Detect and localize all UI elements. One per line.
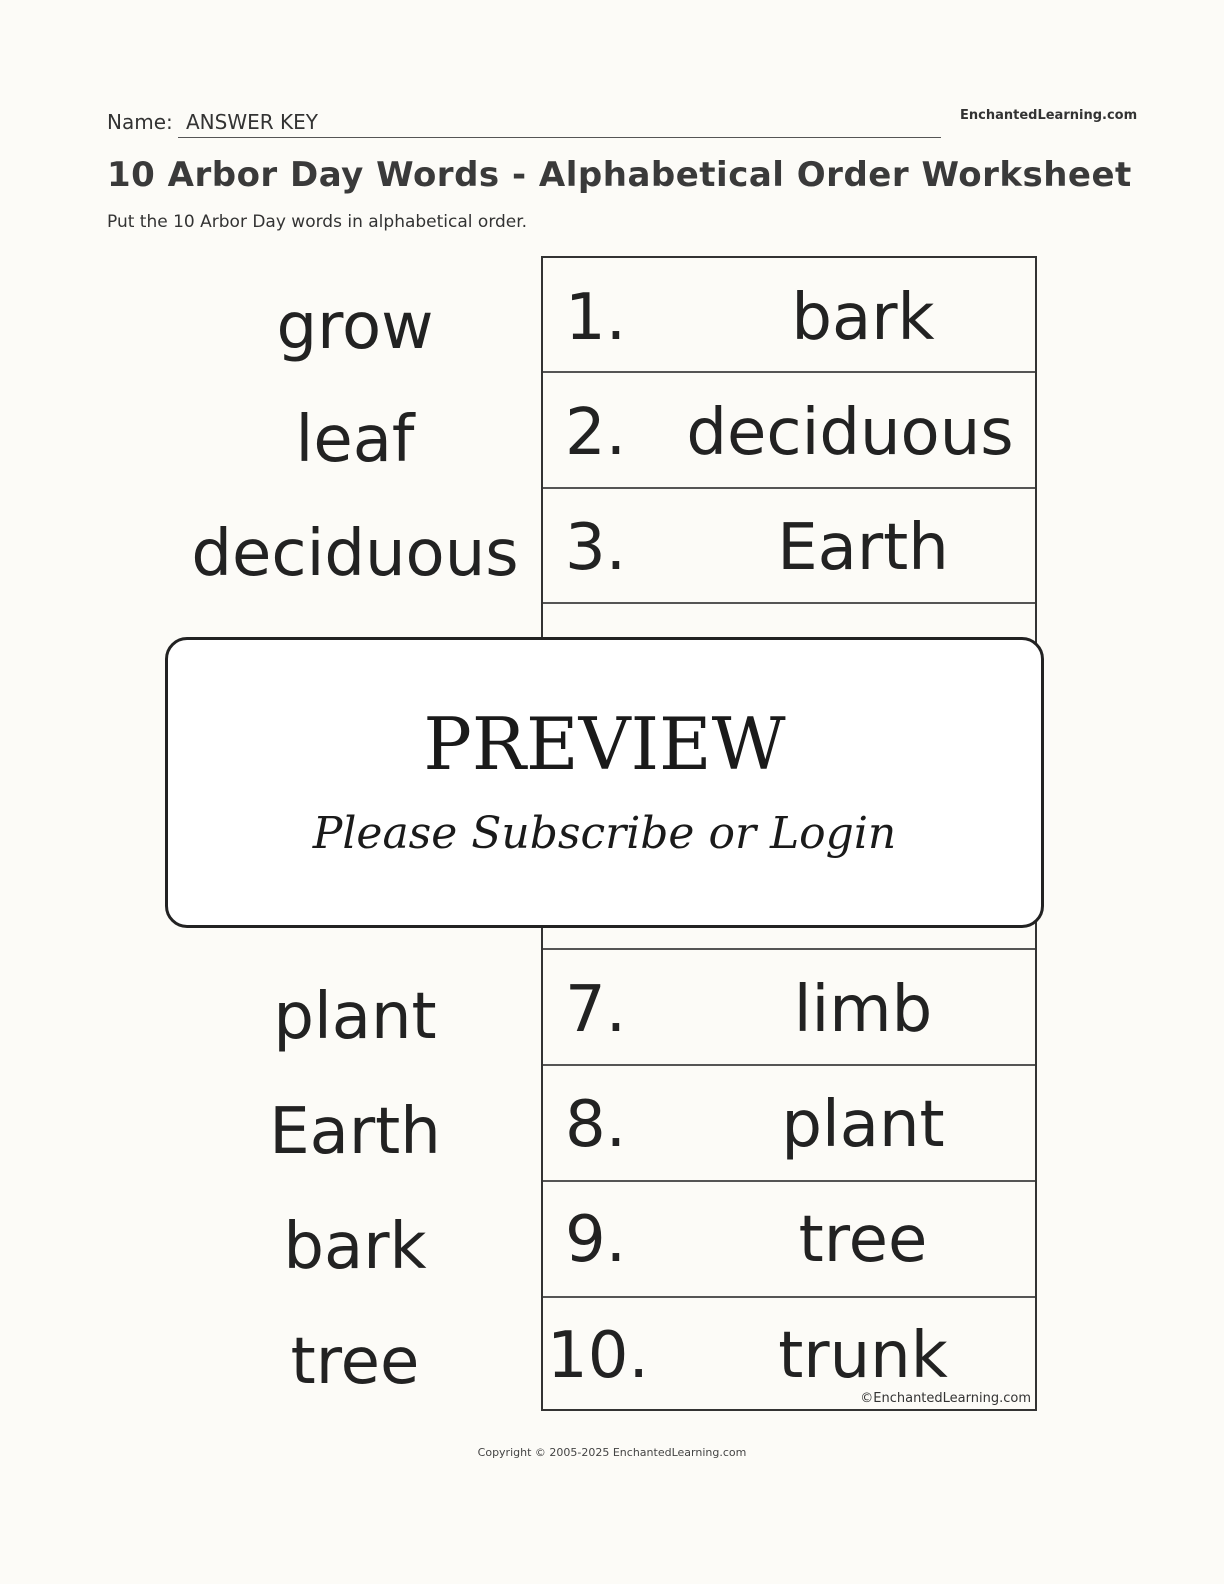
answer-number: 1.: [565, 281, 627, 355]
answer-word: deciduous: [686, 396, 1014, 470]
answer-number: 3.: [565, 511, 627, 585]
name-value: ANSWER KEY: [186, 110, 318, 134]
preview-title: PREVIEW: [423, 702, 786, 786]
word-list-item: leaf: [295, 403, 415, 477]
answer-word: trunk: [778, 1319, 948, 1393]
answer-word: bark: [791, 281, 935, 355]
instructions: Put the 10 Arbor Day words in alphabetical order.: [107, 212, 528, 232]
word-list-item: bark: [283, 1210, 427, 1284]
table-credit: ©EnchantedLearning.com: [860, 1391, 1031, 1406]
name-label: Name:: [107, 110, 173, 134]
answer-word: Earth: [777, 511, 949, 585]
answer-number: 9.: [565, 1203, 627, 1277]
row-divider: [543, 487, 1035, 489]
word-list-item: plant: [273, 980, 437, 1054]
answer-word: tree: [798, 1203, 928, 1277]
answer-number: 7.: [565, 973, 627, 1047]
row-divider: [543, 1064, 1035, 1066]
word-list-item: deciduous: [191, 517, 519, 591]
row-divider: [543, 1296, 1035, 1298]
site-name[interactable]: EnchantedLearning.com: [960, 108, 1138, 123]
preview-overlay[interactable]: [165, 637, 1044, 928]
row-divider: [543, 371, 1035, 373]
answer-word: plant: [781, 1088, 945, 1162]
row-divider: [543, 602, 1035, 604]
answer-word: limb: [793, 973, 933, 1047]
row-divider: [543, 948, 1035, 950]
copyright: Copyright © 2005-2025 EnchantedLearning.com: [477, 1446, 747, 1459]
answer-number: 8.: [565, 1088, 627, 1162]
answer-number: 10.: [547, 1319, 649, 1393]
word-list-item: Earth: [269, 1095, 441, 1169]
row-divider: [543, 1180, 1035, 1182]
answer-number: 2.: [565, 396, 627, 470]
word-list-item: grow: [276, 290, 434, 364]
subscribe-login-link[interactable]: Please Subscribe or Login: [312, 808, 897, 859]
page-title: 10 Arbor Day Words - Alphabetical Order Worksheet: [107, 155, 1132, 195]
word-list-item: tree: [290, 1325, 420, 1399]
name-underline: [178, 137, 941, 138]
